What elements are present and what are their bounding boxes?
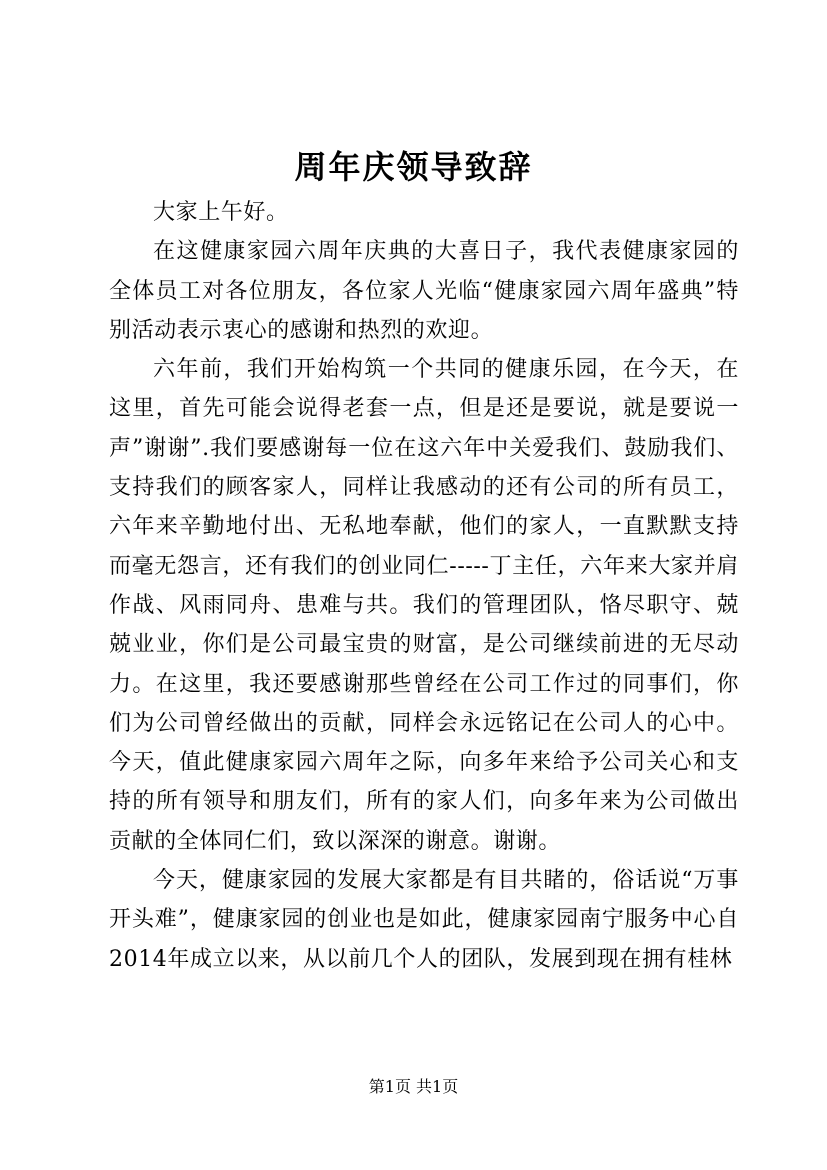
document-title: 周年庆领导致辞: [294, 148, 533, 186]
page-footer: 第1页 共1页: [368, 1077, 459, 1096]
document-body: [109, 193, 739, 979]
paragraph-thanks: 六年前，我们开始构筑一个共同的健康乐园，在今天，在这里，首先可能会说得老套一点，但是还是要说，就是要说一声”谢谢”.我们要感谢每一位在这六年中关爱我们、鼓励我们、支持我们的顾客家人，同样让我感动的还有公司的所有员工，六年来辛勤地付出、无私地奉献，他们的家人，一直默默支持而毫无怨言，还有我们的创业同仁-----丁主任，六年来大家并肩作战、风雨同舟、患难与共。我们的管理团队，恪尽职守、兢兢业业，你们是公司最宝贵的财富，是公司继续前进的无尽动力。在这里，我还要感谢那些曾经在公司工作过的同事们，你们为公司曾经做出的贡献，同样会永远铭记在公司人的心中。今天，值此健康家园六周年之际，向多年来给予公司关心和支持的所有领导和朋友们，所有的家人们，向多年来为公司做出贡献的全体同仁们，致以深深的谢意。谢谢。: [109, 357, 739, 854]
paragraph-greeting: 大家上午好。: [153, 200, 289, 225]
paragraph-welcome: 在这健康家园六周年庆典的大喜日子，我代表健康家园的全体员工对各位朋友，各位家人光临“健康家园六周年盛典”特别活动表示衷心的感谢和热烈的欢迎。: [109, 239, 739, 343]
paragraph-development: 今天，健康家园的发展大家都是有目共睹的，俗话说“万事开头难”，健康家园的创业也是如此，健康家园南宁服务中心自2014年成立以来，从以前几个人的团队，发展到现在拥有桂林: [109, 868, 739, 972]
